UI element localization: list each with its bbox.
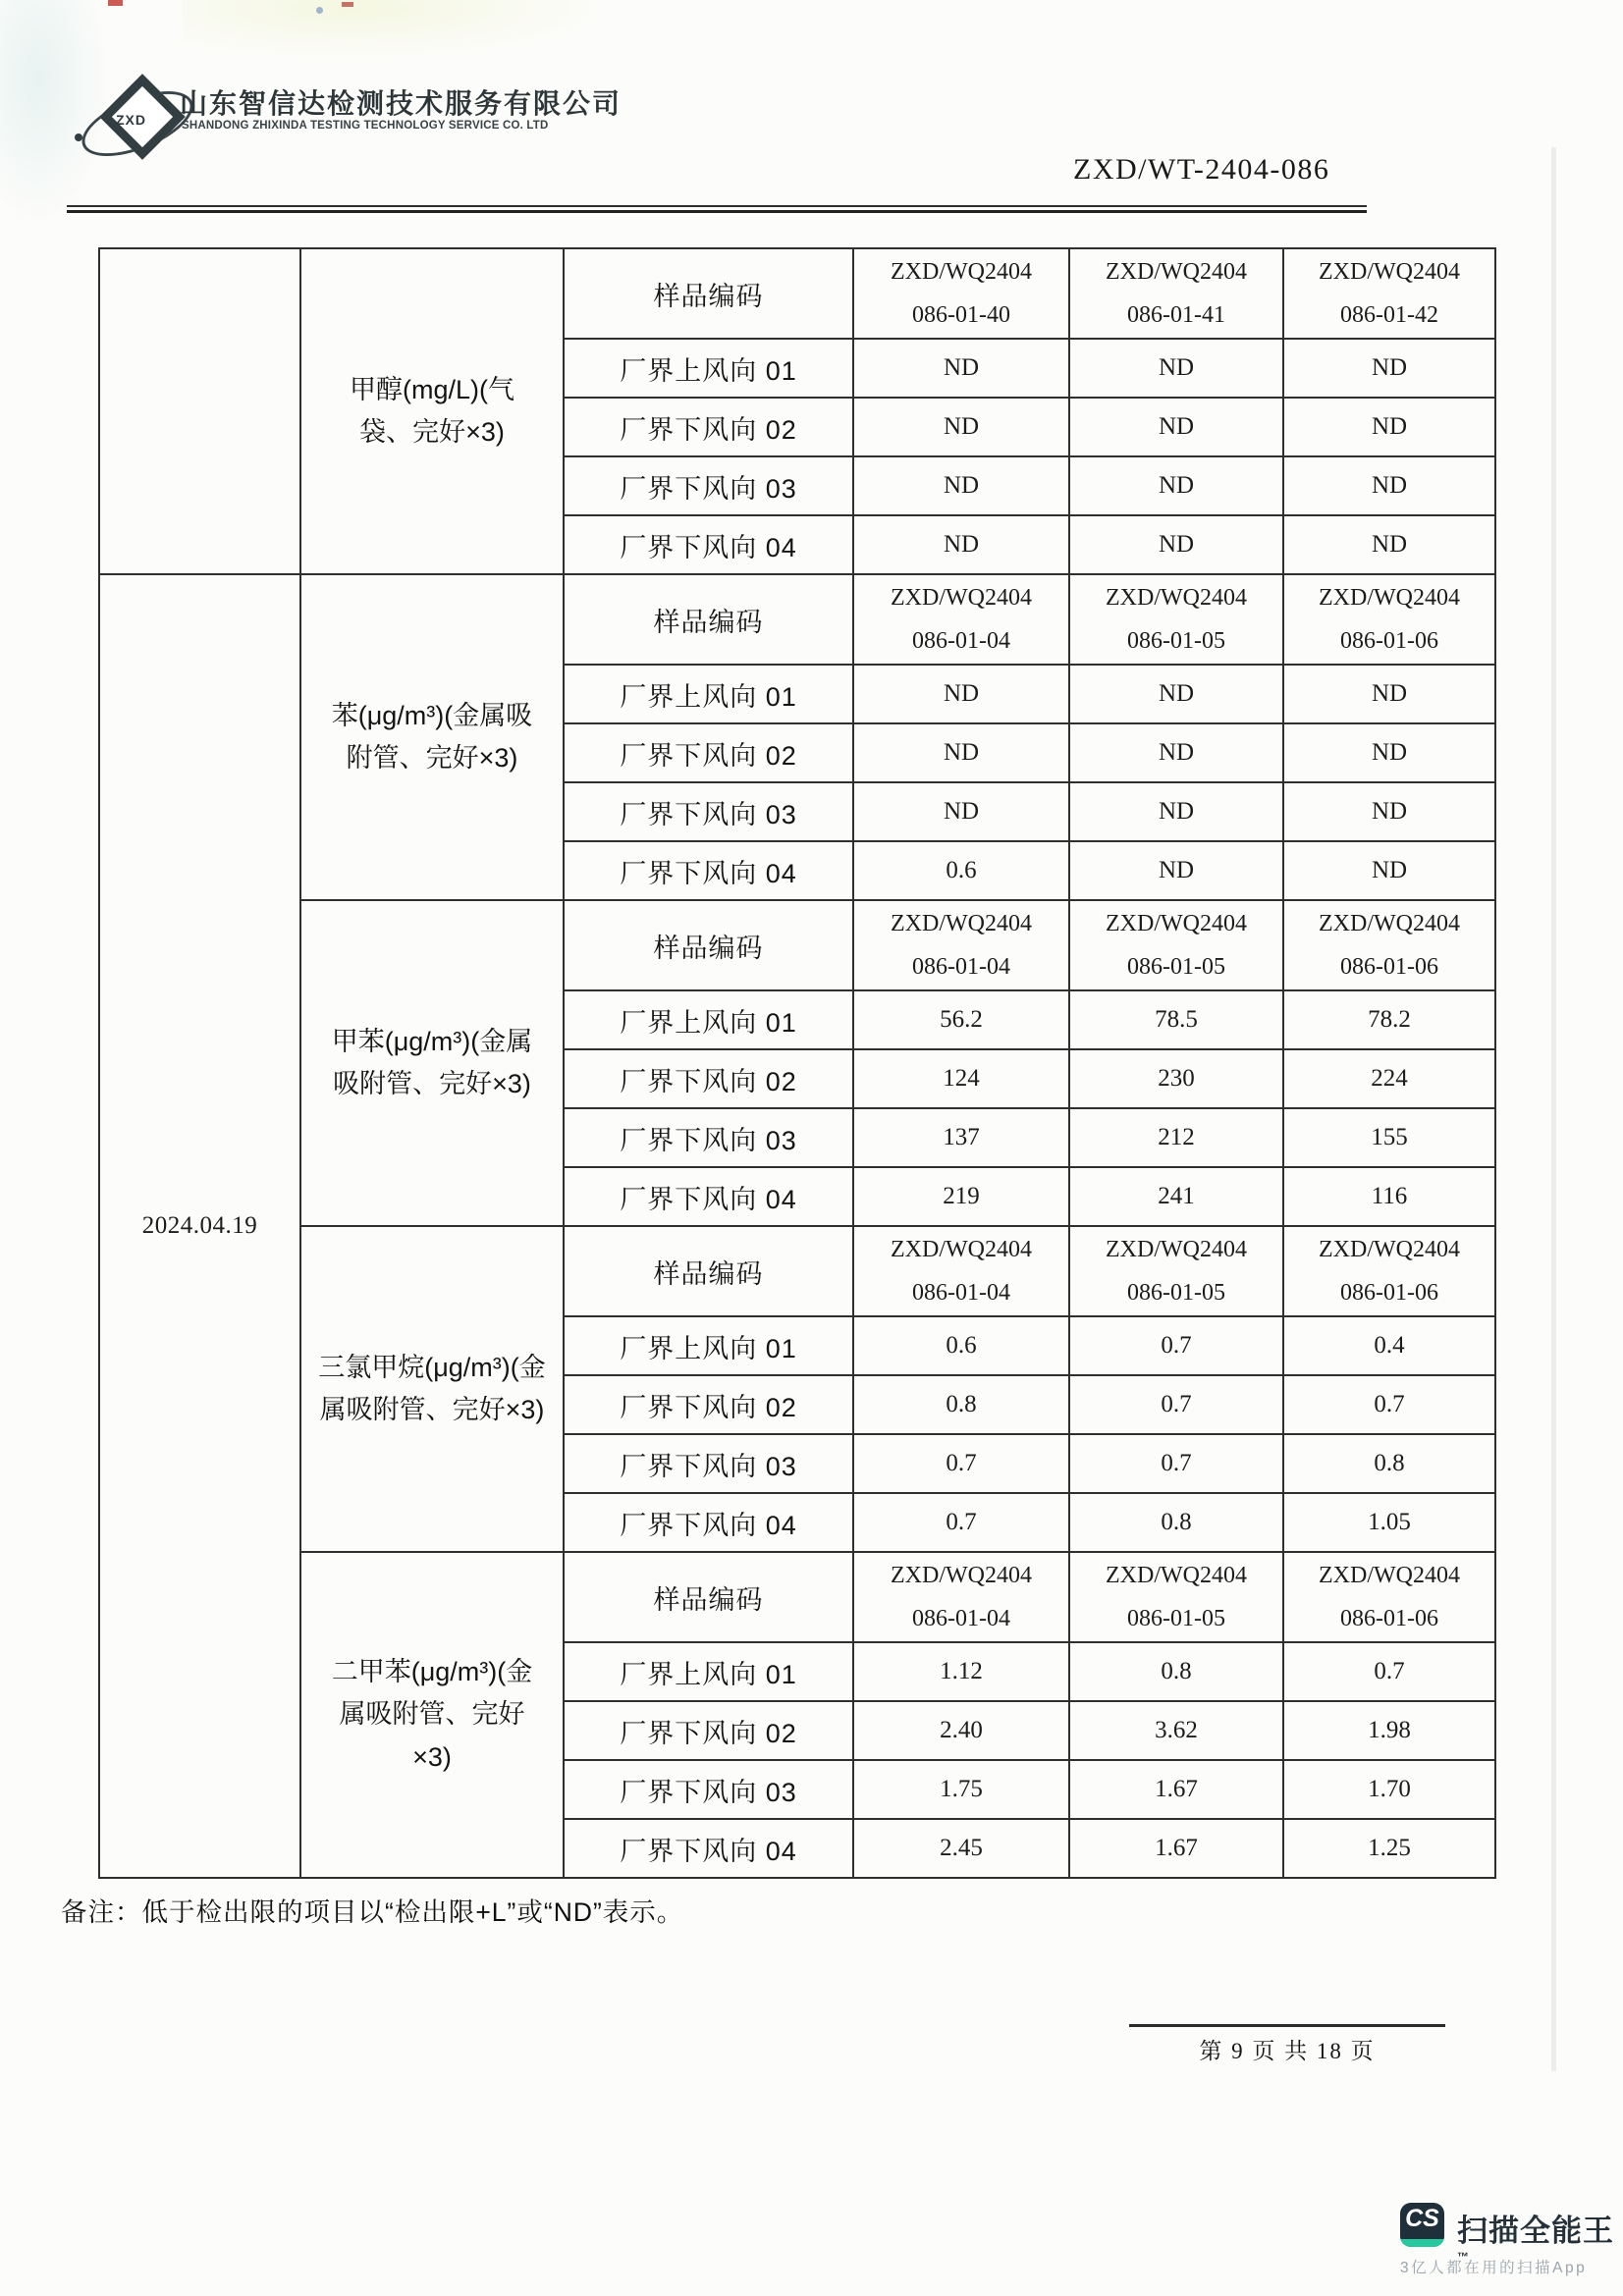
value-cell: 0.7 (1283, 1642, 1495, 1701)
value-cell: 230 (1069, 1049, 1283, 1108)
row-label-cell: 厂界下风向 04 (564, 1819, 853, 1878)
camscanner-badge-accent (1400, 2239, 1444, 2247)
value-cell: ND (853, 398, 1069, 456)
camscanner-badge-text: CS (1405, 2205, 1439, 2232)
sample-code-prefix: ZXD/WQ2404 (891, 910, 1032, 936)
sample-code-row (99, 900, 1495, 990)
value-cell: ND (1069, 841, 1283, 900)
row-label-cell: 厂界下风向 04 (564, 1167, 853, 1226)
header-rule (67, 210, 1367, 213)
value-cell: ND (1069, 398, 1283, 456)
value-cell: ND (1283, 456, 1495, 515)
parameter-line: 附管、完好×3) (346, 743, 518, 773)
parameter-line: 属吸附管、完好×3) (319, 1395, 545, 1424)
value-cell: 1.25 (1283, 1819, 1495, 1878)
sample-code-suffix: 086-01-05 (1127, 954, 1225, 980)
parameter-line: 袋、完好×3) (359, 417, 505, 447)
scan-speck (342, 2, 353, 7)
value-cell: 2.40 (853, 1701, 1069, 1760)
value-cell: ND (1283, 841, 1495, 900)
value-cell: 0.8 (853, 1375, 1069, 1434)
date-cell: 2024.04.19 (99, 574, 300, 1878)
sample-code-suffix: 086-01-05 (1127, 1606, 1225, 1631)
parameter-cell (300, 248, 564, 574)
logo-text: ZXD (116, 112, 146, 128)
row-label-cell: 厂界下风向 04 (564, 841, 853, 900)
sample-code-row (99, 1226, 1495, 1316)
sample-code-cell (1283, 574, 1495, 665)
value-cell: 124 (853, 1049, 1069, 1108)
value-cell: ND (1283, 782, 1495, 841)
value-cell: 0.6 (853, 1316, 1069, 1375)
sample-code-prefix: ZXD/WQ2404 (1319, 910, 1460, 936)
value-cell: ND (1069, 665, 1283, 723)
value-cell: 2.45 (853, 1819, 1069, 1878)
value-cell: 1.70 (1283, 1760, 1495, 1819)
sample-code-suffix: 086-01-42 (1340, 302, 1438, 328)
sample-code-suffix: 086-01-41 (1127, 302, 1225, 328)
sample-code-cell (1069, 574, 1283, 665)
row-label-cell: 厂界下风向 03 (564, 456, 853, 515)
sample-code-cell (1283, 900, 1495, 990)
value-cell: 0.8 (1283, 1434, 1495, 1493)
row-label-cell: 厂界下风向 02 (564, 398, 853, 456)
sample-code-cell (1283, 1226, 1495, 1316)
value-cell: 0.7 (1069, 1375, 1283, 1434)
parameter-cell (300, 1226, 564, 1552)
value-cell: ND (1069, 515, 1283, 574)
parameter-line: 甲苯(μg/m³)(金属 (331, 1026, 533, 1056)
sample-code-suffix: 086-01-04 (912, 628, 1010, 654)
sample-code-cell (1069, 1226, 1283, 1316)
sample-code-prefix: ZXD/WQ2404 (1319, 1236, 1460, 1262)
sample-code-cell (853, 1552, 1069, 1642)
value-cell: 1.98 (1283, 1701, 1495, 1760)
report-table-body (99, 248, 1495, 1878)
value-cell: ND (1283, 723, 1495, 782)
value-cell: 116 (1283, 1167, 1495, 1226)
sample-code-prefix: ZXD/WQ2404 (891, 584, 1032, 611)
value-cell: 56.2 (853, 990, 1069, 1049)
sample-code-row (99, 1552, 1495, 1642)
sample-code-prefix: ZXD/WQ2404 (891, 258, 1032, 285)
sample-code-prefix: ZXD/WQ2404 (1106, 910, 1247, 936)
document-number: ZXD/WT-2404-086 (1073, 153, 1330, 186)
sample-code-suffix: 086-01-40 (912, 302, 1010, 328)
sample-code-prefix: ZXD/WQ2404 (1106, 1562, 1247, 1588)
value-cell: ND (1283, 398, 1495, 456)
sample-code-prefix: ZXD/WQ2404 (1106, 258, 1247, 285)
sample-code-cell (853, 248, 1069, 339)
sample-code-prefix: ZXD/WQ2404 (1319, 1562, 1460, 1588)
page-indicator: 第 9 页 共 18 页 (1199, 2039, 1376, 2063)
sample-code-cell (1069, 248, 1283, 339)
value-cell: 0.8 (1069, 1493, 1283, 1552)
value-cell: 1.05 (1283, 1493, 1495, 1552)
sample-code-suffix: 086-01-04 (912, 1606, 1010, 1631)
sample-code-suffix: 086-01-05 (1127, 1280, 1225, 1306)
value-cell: 0.8 (1069, 1642, 1283, 1701)
row-label-cell: 厂界下风向 04 (564, 1493, 853, 1552)
sample-code-prefix: ZXD/WQ2404 (891, 1236, 1032, 1262)
sample-code-suffix: 086-01-05 (1127, 628, 1225, 654)
sample-code-cell (1069, 1552, 1283, 1642)
company-logo (86, 75, 189, 167)
sample-code-cell (853, 574, 1069, 665)
camscanner-badge-icon (1400, 2203, 1444, 2247)
sample-code-label-cell: 样品编码 (564, 248, 853, 339)
parameter-line: 苯(μg/m³)(金属吸 (331, 700, 533, 730)
value-cell: ND (853, 665, 1069, 723)
value-cell: ND (853, 456, 1069, 515)
footer-rule (1129, 2024, 1445, 2027)
report-table (98, 247, 1496, 1879)
value-cell: 0.7 (853, 1434, 1069, 1493)
value-cell: 1.12 (853, 1642, 1069, 1701)
scan-smudge (182, 0, 604, 59)
row-label-cell: 厂界上风向 01 (564, 1316, 853, 1375)
value-cell: ND (1069, 339, 1283, 398)
parameter-cell (300, 900, 564, 1226)
sample-code-prefix: ZXD/WQ2404 (1319, 258, 1460, 285)
date-cell-empty (99, 248, 300, 574)
sample-code-label-cell: 样品编码 (564, 1552, 853, 1642)
sample-code-suffix: 086-01-04 (912, 954, 1010, 980)
sample-code-suffix: 086-01-06 (1340, 954, 1438, 980)
row-label-cell: 厂界下风向 03 (564, 782, 853, 841)
row-label-cell: 厂界下风向 04 (564, 515, 853, 574)
value-cell: ND (853, 515, 1069, 574)
sample-code-prefix: ZXD/WQ2404 (891, 1562, 1032, 1588)
sample-code-suffix: 086-01-06 (1340, 1606, 1438, 1631)
row-label-cell: 厂界下风向 03 (564, 1108, 853, 1167)
parameter-line: 属吸附管、完好 (339, 1699, 525, 1730)
camscanner-tagline: 3亿人都在用的扫描App (1400, 2260, 1588, 2276)
sample-code-prefix: ZXD/WQ2404 (1106, 584, 1247, 611)
row-label-cell: 厂界下风向 03 (564, 1760, 853, 1819)
value-cell: 78.5 (1069, 990, 1283, 1049)
value-cell: 0.7 (1069, 1434, 1283, 1493)
sample-code-cell (1283, 1552, 1495, 1642)
row-label-cell: 厂界下风向 03 (564, 1434, 853, 1493)
sample-code-prefix: ZXD/WQ2404 (1319, 584, 1460, 611)
parameter-cell (300, 574, 564, 900)
value-cell: 0.7 (1283, 1375, 1495, 1434)
row-label-cell: 厂界上风向 01 (564, 665, 853, 723)
row-label-cell: 厂界上风向 01 (564, 339, 853, 398)
value-cell: 0.7 (1069, 1316, 1283, 1375)
row-label-cell: 厂界下风向 02 (564, 723, 853, 782)
value-cell: 1.67 (1069, 1819, 1283, 1878)
value-cell: 0.4 (1283, 1316, 1495, 1375)
row-label-cell: 厂界下风向 02 (564, 1049, 853, 1108)
value-cell: ND (853, 723, 1069, 782)
value-cell: ND (1069, 456, 1283, 515)
value-cell: 0.6 (853, 841, 1069, 900)
value-cell: 219 (853, 1167, 1069, 1226)
parameter-cell (300, 1552, 564, 1878)
value-cell: ND (1069, 782, 1283, 841)
sample-code-suffix: 086-01-04 (912, 1280, 1010, 1306)
logo-dot-icon (75, 133, 82, 141)
value-cell: 1.75 (853, 1760, 1069, 1819)
sample-code-row (99, 248, 1495, 339)
sample-code-cell (1069, 900, 1283, 990)
sample-code-cell (853, 900, 1069, 990)
value-cell: 155 (1283, 1108, 1495, 1167)
sample-code-suffix: 086-01-06 (1340, 1280, 1438, 1306)
sample-code-prefix: ZXD/WQ2404 (1106, 1236, 1247, 1262)
value-cell: ND (853, 782, 1069, 841)
row-label-cell: 厂界上风向 01 (564, 1642, 853, 1701)
value-cell: ND (1069, 723, 1283, 782)
value-cell: ND (1283, 339, 1495, 398)
value-cell: 78.2 (1283, 990, 1495, 1049)
row-label-cell: 厂界下风向 02 (564, 1375, 853, 1434)
value-cell: ND (1283, 665, 1495, 723)
header-rule (67, 205, 1367, 207)
parameter-line: ×3) (412, 1741, 452, 1772)
report-footnote: 备注：低于检出限的项目以“检出限+L”或“ND”表示。 (61, 1897, 684, 1927)
value-cell: 224 (1283, 1049, 1495, 1108)
parameter-line: 二甲苯(μg/m³)(金 (331, 1657, 533, 1687)
sample-code-cell (853, 1226, 1069, 1316)
scan-speck (316, 7, 323, 14)
trademark-symbol: ™ (1457, 2250, 1469, 2264)
parameter-line: 甲醇(mg/L)(气 (350, 374, 514, 404)
value-cell: 137 (853, 1108, 1069, 1167)
scan-edge-shadow (1551, 147, 1556, 2071)
value-cell: 0.7 (853, 1493, 1069, 1552)
value-cell: ND (1283, 515, 1495, 574)
sample-code-cell (1283, 248, 1495, 339)
sample-code-row (99, 574, 1495, 665)
company-name-cn: 山东智信达检测技术服务有限公司 (180, 88, 622, 119)
sample-code-suffix: 086-01-06 (1340, 628, 1438, 654)
parameter-line: 吸附管、完好×3) (333, 1069, 531, 1098)
sample-code-label-cell: 样品编码 (564, 1226, 853, 1316)
sample-code-label-cell: 样品编码 (564, 900, 853, 990)
sample-code-label-cell: 样品编码 (564, 574, 853, 665)
row-label-cell: 厂界下风向 02 (564, 1701, 853, 1760)
company-name-en: SHANDONG ZHIXINDA TESTING TECHNOLOGY SERVICE CO. LTD (182, 120, 549, 132)
value-cell: 3.62 (1069, 1701, 1283, 1760)
parameter-line: 三氯甲烷(μg/m³)(金 (318, 1352, 546, 1382)
value-cell: 241 (1069, 1167, 1283, 1226)
value-cell: 212 (1069, 1108, 1283, 1167)
value-cell: 1.67 (1069, 1760, 1283, 1819)
camscanner-app-name-text: 扫描全能王 (1457, 2214, 1614, 2248)
scan-speck (108, 0, 123, 6)
row-label-cell: 厂界上风向 01 (564, 990, 853, 1049)
value-cell: ND (853, 339, 1069, 398)
